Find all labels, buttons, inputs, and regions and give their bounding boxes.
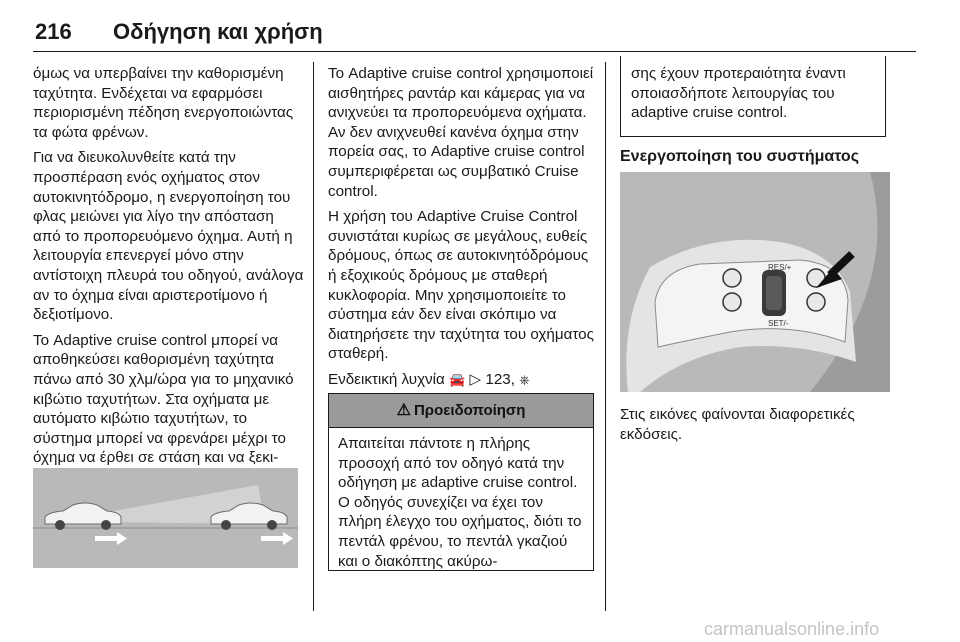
paragraph: Η χρήση του Adaptive Cruise Control συνιστάται κυρίως σε μεγάλους, ευθείς δρόμους, όπως σε αυτοκινητόδρόμους ή εξοχικούς δρόμους με σταθερή κυκλοφορία. Μην χρησιμοποιείτε το σύστημα εάν δεν είναι σκόπιμο να διατηρήσετε την ταχύτητα του οχήματος σταθερή. (328, 208, 594, 363)
watermark: carmanualsonline.info (704, 619, 880, 639)
warning-triangle-icon: ⚠ (396, 402, 411, 419)
cruise-indicator-icon: ⎈ (519, 371, 530, 387)
wheel-label: RES/+ (768, 263, 792, 272)
paragraph: Για να διευκολυνθείτε κατά την προσπέραση ενός οχήματος στον αυτοκινητόδρομο, η ενεργοποίηση του φλας μειώνει για λίγο την απόσταση από το προπορευόμενο όχημα. Αυτή η λειτουργία επενεργεί μόνο στην αντίστοιχη πλευρά του οδηγού, ανάλογα αν το όχημα είναι αριστεροτίμονο ή δεξιοτίμονο. (33, 149, 304, 324)
section-heading: Ενεργοποίηση του συστήματος (620, 148, 860, 165)
warning-body: Απαιτείται πάντοτε η πλήρης προσοχή από τον οδηγό κατά την οδήγηση με adaptive cruise control. Ο οδηγός συνεχίζει να έχει τον πλήρη έλεγχο του οχήματος, διότι το πεντάλ φρένου, το πεντάλ γκαζιού και ο διακόπτης ακύρω- (338, 435, 582, 570)
warning-header (329, 394, 593, 428)
car-front-icon: 🚘 (449, 371, 466, 387)
page-header (0, 0, 960, 54)
warning-box (328, 393, 594, 571)
page-ref: 123, (485, 370, 515, 388)
limiter-button (807, 293, 825, 311)
column-2 (328, 64, 596, 415)
paragraph: όμως να υπερβαίνει την καθορισμένη ταχύτητα. Ενδέχεται να εφαρμόσει περιορισμένη πέδηση ενεργοποιώντας τα φώτα φρένων. (33, 65, 294, 141)
column-divider-2 (605, 62, 606, 611)
direction-arrow (261, 532, 293, 545)
radar-cars-image (33, 468, 298, 568)
paragraph: Το Adaptive cruise control χρησιμοποιεί αισθητήρες ραντάρ και κάμερας για να ανιχνεύει τα προπορευόμενα οχήματα. Αν δεν ανιχνευθεί κανένα όχημα στην πορεία σας, το Adaptive cruise control συμπεριφέρεται ως συμβατικό Cruise control. (328, 65, 594, 200)
warning-continuation-box: σης έχουν προτεραιότητα έναντι οποιασδήποτε λειτουργίας του adaptive cruise control. (620, 56, 886, 137)
header-rule (33, 51, 916, 52)
column-divider-1 (313, 62, 314, 611)
indicator-label: Ενδεικτική λυχνία (328, 370, 445, 388)
page-ref-arrow-icon: ▷ (469, 370, 482, 388)
wheel-label: SET/- (768, 319, 789, 328)
page-title: Οδήγηση και χρήση (113, 19, 323, 44)
following-distance-illustration (33, 468, 298, 568)
rear-car (45, 503, 121, 530)
figure-caption: Στις εικόνες φαίνονται διαφορετικές εκδόσεις. (620, 406, 855, 443)
cruise-button (723, 269, 741, 287)
column-1 (33, 64, 305, 493)
page-number: 216 (35, 19, 72, 44)
direction-arrow (95, 532, 127, 545)
warning-title: Προειδοποίηση (413, 402, 526, 419)
cancel-button (723, 293, 741, 311)
steering-wheel-photo (620, 172, 890, 392)
steering-wheel-image (620, 172, 890, 392)
paragraph: Το Adaptive cruise control μπορεί να αποθηκεύσει καθορισμένη ταχύτητα πάνω από 30 χλμ/ώρα για το μηχανικό κιβώτιο ταχυτήτων. Στα οχήματα με αυτόματο κιβώτιο ταχυτήτων, το σύστημα μπορεί να φρενάρει μέχρι το όχημα να έρθει σε στάση και να ξεκι (33, 331, 294, 467)
